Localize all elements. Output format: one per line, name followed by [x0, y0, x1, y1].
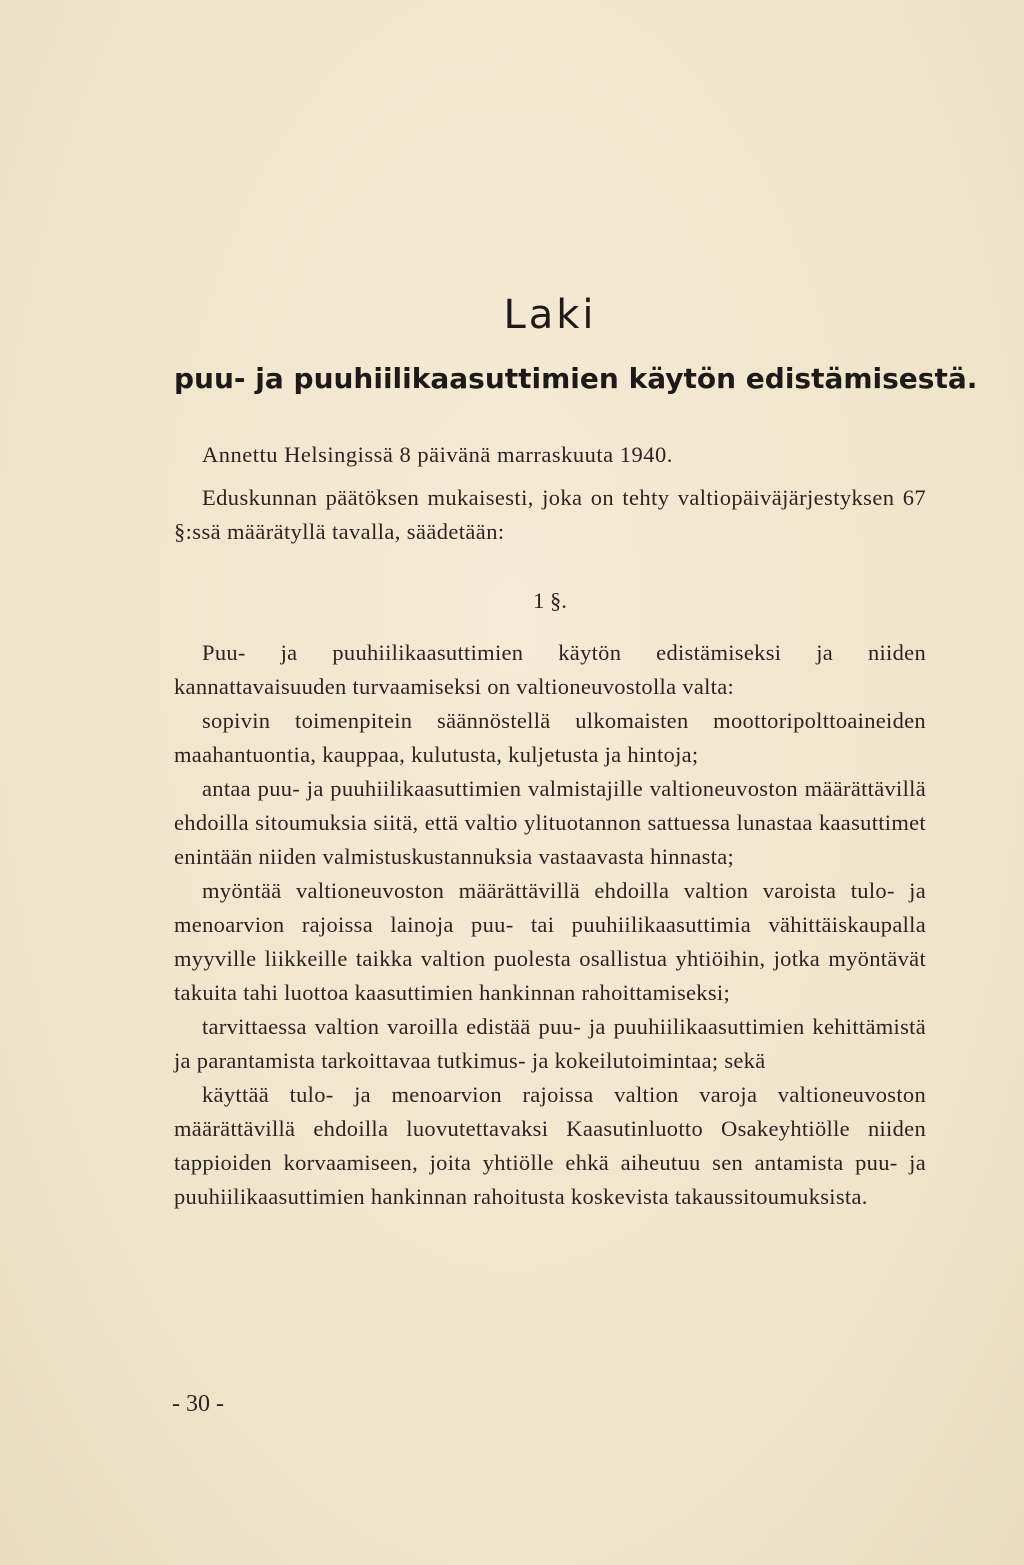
- law-title: Laki: [503, 292, 597, 338]
- body-paragraph: tarvittaessa valtion varoilla edistää puu- ja puuhiilikaasuttimien kehittämistä ja parantamista tarkoittavaa tutkimus- ja kokeilutoimintaa; sekä: [174, 1014, 926, 1073]
- body-paragraph: Puu- ja puuhiilikaasuttimien käytön edistämiseksi ja niiden kannattavaisuuden turvaamiseksi on valtioneuvostolla valta:: [174, 640, 926, 699]
- body-paragraph: käyttää tulo- ja menoarvion rajoissa valtion varoja valtioneuvoston määrättävillä ehdoilla luovutettavaksi Kaasutinluotto Osakeyhtiölle niiden tappioiden korvaamiseen, joita yhtiölle ehkä aiheutuu sen antamista puu- ja puuhiilikaasuttimien hankinnan rahoitusta koskevista takaussitoumuksista.: [174, 1082, 926, 1209]
- law-subtitle: puu- ja puuhiilikaasuttimien käytön edistämisestä.: [174, 362, 978, 395]
- body-paragraph: antaa puu- ja puuhiilikaasuttimien valmistajille valtioneuvoston määrättävillä ehdoilla sitoumuksia siitä, että valtio ylituotannon sattuessa lunastaa kaasuttimet enintään niiden valmistuskustannuksia vastaavasta hinnasta;: [174, 776, 926, 869]
- section-number: 1 §.: [533, 588, 567, 613]
- enactment-date-line: Annettu Helsingissä 8 päivänä marraskuuta 1940.: [202, 442, 673, 467]
- page-number: - 30 -: [172, 1391, 224, 1417]
- section-body: [174, 636, 926, 1214]
- body-paragraph: sopivin toimenpitein säännöstellä ulkomaisten moottoripolttoaineiden maahantuontia, kauppaa, kulutusta, kuljetusta ja hintoja;: [174, 708, 926, 767]
- preamble-paragraph: Eduskunnan päätöksen mukaisesti, joka on tehty valtiopäiväjärjestyksen 67 §:ssä määrätyllä tavalla, säädetään:: [174, 485, 926, 544]
- body-paragraph: myöntää valtioneuvoston määrättävillä ehdoilla valtion varoista tulo- ja menoarvion rajoissa lainoja puu- tai puuhiilikaasuttimia vähittäiskaupalla myyville liikkeille taikka valtion puolesta osallistua yhtiöihin, jotka myöntävät takuita tahi luottoa kaasuttimien hankinnan rahoittamiseksi;: [174, 878, 926, 1005]
